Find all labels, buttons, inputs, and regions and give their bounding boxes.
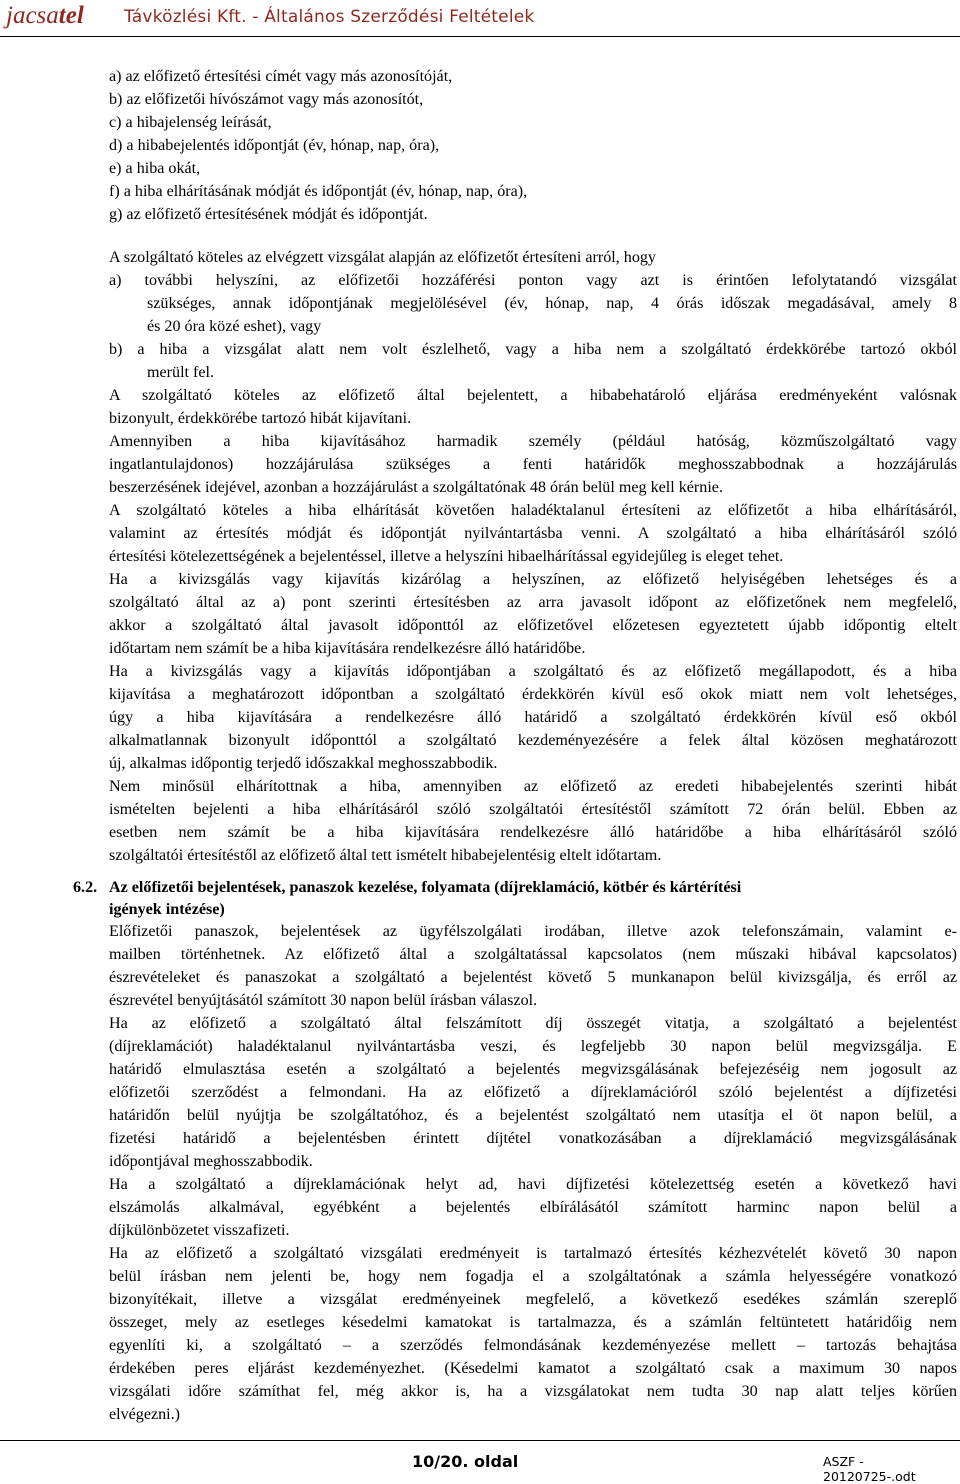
text-line: Nem minősül elhárítottnak a hiba, amennyiben az előfizető az eredeti hibabejelentés szerinti hibát bbox=[109, 778, 957, 795]
text-line: határidőn belül nyújtja be szolgáltatóhoz, és a bejelentést szolgáltató nem utasítja el öt napon belül, a bbox=[109, 1107, 957, 1124]
text-line: új, alkalmas időpontig terjedő időszakkal meghosszabbodik. bbox=[109, 755, 498, 772]
text-line: A szolgáltató köteles az elvégzett vizsgálat alapján az előfizetőt értesíteni arról, hogy bbox=[109, 249, 656, 266]
text-line: szolgáltatói értesítéstől az előfizető által tett ismételt hibabejelentésig eltelt időtartam. bbox=[109, 847, 662, 864]
document-title: Távközlési Kft. - Általános Szerződési Feltételek bbox=[124, 7, 535, 27]
text-line: előfizetői szerződést a felmondani. Ha az előfizető a díjreklamációról szóló bejelentést a díjfizetési bbox=[109, 1084, 957, 1101]
list-item: c) a hibajelenség leírását, bbox=[109, 114, 272, 131]
section-title: igények intézése) bbox=[109, 901, 225, 918]
text-line: Ha a kivizsgálás vagy a kijavítás időpontjában a szolgáltató és az előfizető megállapodott, és a hiba bbox=[109, 663, 957, 680]
page-number: 10/20. oldal bbox=[412, 1452, 519, 1471]
text-line: a) további helyszíni, az előfizetői hozzáférési ponton vagy azt is érintően lefolytatandó vizsgálat bbox=[109, 272, 957, 289]
company-logo bbox=[6, 2, 84, 30]
text-line: b) a hiba a vizsgálat alatt nem volt észlelhető, vagy a hiba nem a szolgáltató érdekkörébe tartozó okból bbox=[109, 341, 957, 358]
text-line: esetben nem számít be a hiba kijavítására rendelkezésre álló határidőbe a hiba elhárításáról szóló bbox=[109, 824, 957, 841]
list-item: d) a hibabejelentés időpontját (év, hónap, nap, óra), bbox=[109, 137, 440, 154]
text-line: bizonyult, érdekkörébe tartozó hibát kijavítani. bbox=[109, 410, 412, 427]
text-line: bizonyítékait, illetve a vizsgálat eredményeinek megfelelő, a következő esedékes számlán szereplő bbox=[109, 1291, 957, 1308]
text-line: belül írásban nem jelenti be, hogy nem fogadja el a szolgáltatónak a számla helyességére vonatkozó bbox=[109, 1268, 957, 1285]
document-id: ASZF - 20120725-.odt bbox=[823, 1454, 916, 1484]
logo-text-accent: tel bbox=[58, 2, 84, 29]
text-line: érdekében peres eljárást kezdeményezhet. (Késedelmi kamatot a szolgáltató csak a maximum 30 napos bbox=[109, 1360, 957, 1377]
text-line: elszámolás alkalmával, egyébként a bejelentés elbírálásától számított harminc napon belül a bbox=[109, 1199, 957, 1216]
text-line: valamint az értesítés módját és időpontját nyilvántartásba venni. A szolgáltató a hiba elhárításáról szóló bbox=[109, 525, 957, 542]
text-line: értesítési kötelezettségének a bejelentéssel, illetve a helyszíni hibaelhárítással egyidejűleg is eleget tehet. bbox=[109, 548, 784, 565]
section-title: Az előfizetői bejelentések, panaszok kezelése, folyamata (díjreklamáció, kötbér és kártérítési bbox=[109, 879, 742, 896]
text-line: időpontjával meghosszabbodik. bbox=[109, 1153, 313, 1170]
text-line: Ha a szolgáltató a díjreklamációnak helyt ad, havi díjfizetési kötelezettség esetén a következő havi bbox=[109, 1176, 957, 1193]
text-line: ismételten bejelenti a hiba elhárításáról szóló szolgáltatói értesítéstől számított 72 órán belül. Ebben az bbox=[109, 801, 957, 818]
list-item: a) az előfizető értesítési címét vagy más azonosítóját, bbox=[109, 68, 453, 85]
text-line: szolgáltató által az a) pont szerinti értesítésben az arra javasolt időpont az előfizetőnek nem megfelelő, bbox=[109, 594, 957, 611]
text-line: akkor a szolgáltató által javasolt időponttól az előfizetővel előzetesen egyeztetett újabb időpontig eltelt bbox=[109, 617, 957, 634]
text-line: díjkülönbözetet visszafizeti. bbox=[109, 1222, 290, 1239]
text-line: és 20 óra közé eshet), vagy bbox=[147, 318, 322, 335]
text-line: fizetési határidő a bejelentésben érintett díjtétel vonatkozásában a díjreklamáció megvizsgálásának bbox=[109, 1130, 957, 1147]
text-line: A szolgáltató köteles a hiba elhárítását követően haladéktalanul értesíteni az előfizetőt a hiba elhárításáról, bbox=[109, 502, 957, 519]
text-line: Ha az előfizető a szolgáltató vizsgálati eredményeit is tartalmazó értesítés kézhezvételét követő 30 napon bbox=[109, 1245, 957, 1262]
text-line: elvégezni.) bbox=[109, 1406, 181, 1423]
text-line: ingatlantulajdonos) hozzájárulása szükséges a fenti határidők meghosszabbodnak a hozzájárulás bbox=[109, 456, 957, 473]
text-line: kijavítása a meghatározott időpontban a szolgáltató érdekkörén kívül eső okok miatt nem volt lehetséges, bbox=[109, 686, 957, 703]
text-line: összeget, mely az esetleges késedelmi kamatokat is tartalmazza, és a számlán feltüntetett határidőig nem bbox=[109, 1314, 957, 1331]
text-line: Ha a kivizsgálás vagy kijavítás kizárólag a helyszínen, az előfizető helyiségében lehetséges és a bbox=[109, 571, 957, 588]
text-line: Amennyiben a hiba kijavításához harmadik személy (például hatóság, közműszolgáltató vagy bbox=[109, 433, 957, 450]
list-item: b) az előfizetői hívószámot vagy más azonosítót, bbox=[109, 91, 424, 108]
text-line: merült fel. bbox=[147, 364, 215, 381]
text-line: észrevétel benyújtásától számított 30 napon belül írásban válaszol. bbox=[109, 992, 538, 1009]
page-header bbox=[0, 0, 960, 37]
text-line: szükséges, annak időpontjának megjelölésével (év, hónap, nap, 4 órás időszak megadásával, amely 8 bbox=[147, 295, 957, 312]
text-line: határidő elmulasztása esetén a szolgáltató a bejelentés megvizsgálásának befejezéséig nem jogosult az bbox=[109, 1061, 957, 1078]
list-item: f) a hiba elhárításának módját és időpontját (év, hónap, nap, óra), bbox=[109, 183, 528, 200]
text-line: Ha az előfizető a szolgáltató által felszámított díj összegét vitatja, a szolgáltató a bejelentést bbox=[109, 1015, 957, 1032]
text-line: egyenlíti ki, a szolgáltató – a szerződés felmondásának kezdeményezése mellett – tartozás behajtása bbox=[109, 1337, 957, 1354]
list-item: e) a hiba okát, bbox=[109, 160, 201, 177]
text-line: alkalmatlannak bizonyult időponttól a szolgáltató kezdeményezésére a felek által közösen meghatározott bbox=[109, 732, 957, 749]
text-line: időtartam nem számít be a hiba kijavítására rendelkezésre álló határidőbe. bbox=[109, 640, 586, 657]
logo-text-main: jacsa bbox=[6, 2, 59, 29]
page-footer bbox=[0, 1440, 960, 1484]
text-line: Előfizetői panaszok, bejelentések az ügyfélszolgálati irodában, illetve azok telefonszámain, valamint e- bbox=[109, 923, 957, 940]
text-line: A szolgáltató köteles az előfizető által bejelentett, a hibabehatároló eljárása eredményeként valósnak bbox=[109, 387, 957, 404]
text-line: mailben történhetnek. Az előfizető által a szolgáltatással kapcsolatos (nem műszaki hibával kapcsolatos) bbox=[109, 946, 957, 963]
section-number: 6.2. bbox=[73, 879, 98, 896]
text-line: észrevételeket és panaszokat a szolgáltató a bejelentést követő 5 munkanapon belül kivizsgálja, és erről az bbox=[109, 969, 957, 986]
text-line: (díjreklamációt) haladéktalanul nyilvántartásba veszi, és legfeljebb 30 napon belül megvizsgálja. E bbox=[109, 1038, 957, 1055]
text-line: vizsgálati időre számíthat fel, még akkor is, ha a vizsgálatokat nem tudta 30 nap alatt teljes körűen bbox=[109, 1383, 957, 1400]
text-line: úgy a hiba kijavítására a rendelkezésre álló határidő a szolgáltató érdekkörén kívül eső okból bbox=[109, 709, 957, 726]
text-line: beszerzésének idejével, azonban a hozzájárulást a szolgáltatónak 48 órán belül meg kell kérnie. bbox=[109, 479, 723, 496]
list-item: g) az előfizető értesítésének módját és időpontját. bbox=[109, 206, 428, 223]
